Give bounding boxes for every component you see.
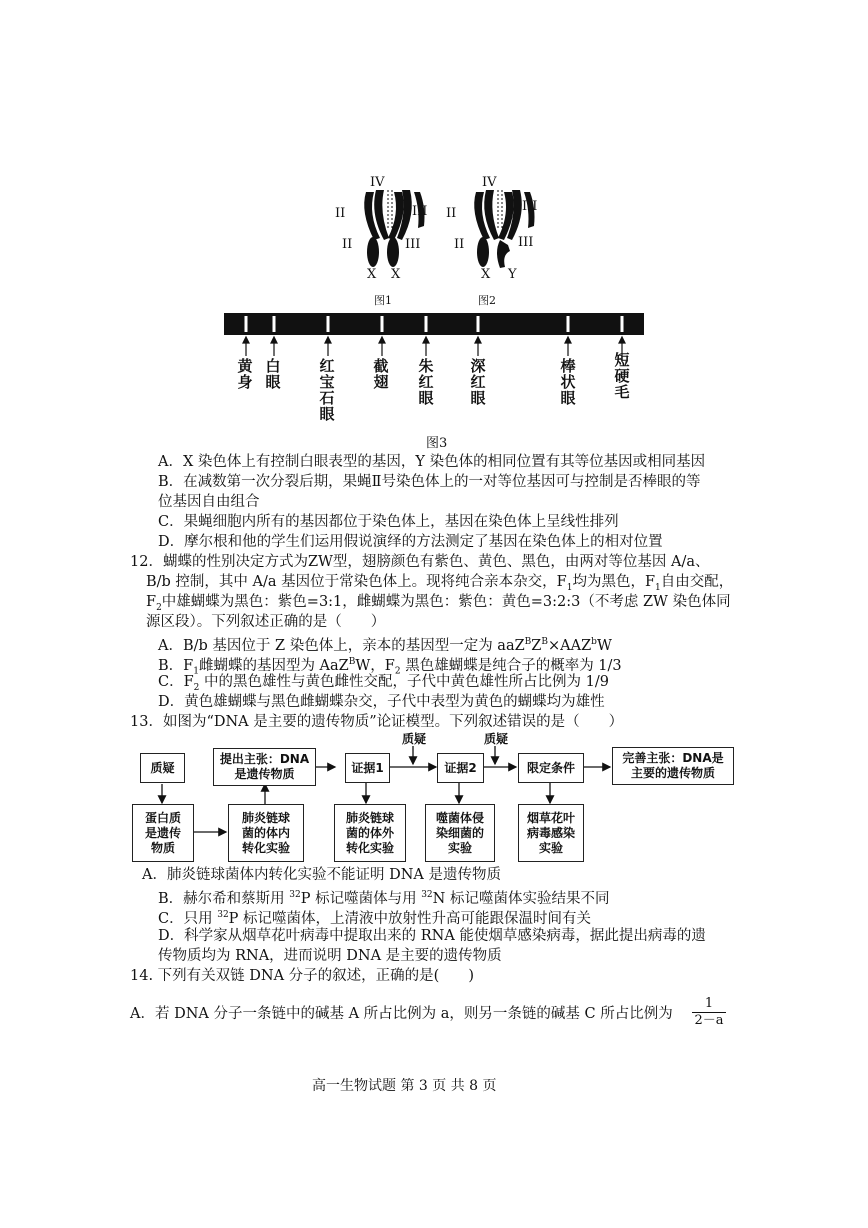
label-iv-1: IV	[370, 175, 385, 190]
q11-option-a: A．X 染色体上有控制白眼表型的基因，Y 染色体的相同位置有其等位基因或相同基因	[158, 454, 706, 470]
gene-shenhongyan: 深红眼	[470, 357, 486, 407]
gene-hongbaoshiyan: 红宝石眼	[319, 357, 335, 423]
q12-stem-line1: 12．蝴蝶的性别决定方式为ZW型，翅膀颜色有紫色、黄色、黑色，由两对等位基因 A/a、	[130, 554, 710, 570]
q13-option-d: D．科学家从烟草花叶病毒中提取出来的 RNA 能使烟草感染病毒，据此提出病毒的遗	[158, 928, 706, 944]
gene-duanyingmao: 短硬毛	[614, 351, 630, 401]
flow-tiwai-box: 肺炎链球 菌的体外 转化实验	[334, 804, 406, 862]
q14-stem: 14. 下列有关双链 DNA 分子的叙述，正确的是( )	[130, 968, 474, 984]
label-ii-2a: II	[446, 206, 457, 221]
page-footer: 高一生物试题 第 3 页 共 8 页	[312, 1078, 497, 1094]
label-ii-2b: II	[454, 237, 465, 252]
q12-stem-line4: 源区段）。下列叙述正确的是（ ）	[146, 614, 386, 630]
q12-option-c: C．$F_2$ 中的黑色雄性与黄色雌性交配，子代中黄色雄性所占比例为 1/9	[158, 674, 609, 693]
flow-zhiyi-top1: 质疑	[402, 732, 427, 746]
label-iv-2: IV	[482, 175, 497, 190]
label-ii-1b: II	[342, 237, 353, 252]
label-ii-1a: II	[335, 206, 346, 221]
label-iii-2a: III	[522, 199, 538, 214]
flow-zhengju1-box: 证据1	[345, 753, 390, 783]
sex-chrom-2b: Y	[508, 267, 517, 282]
sex-chrom-2a: X	[481, 267, 491, 282]
q13-option-d-cont: 传物质均为 RNA，进而说明 DNA 是主要的遗传物质	[158, 948, 502, 964]
q12-option-d: D．黄色雄蝴蝶与黑色雌蝴蝶杂交，子代中表型为黄色的蝴蝶均为雄性	[158, 694, 605, 710]
gene-huangshen: 黄身	[237, 357, 253, 391]
q13-option-b: B．赫尔希和蔡斯用 $^{32}$P 标记噬菌体与用 $^{32}$N 标记噬菌体实验结果不同	[158, 890, 610, 907]
flow-shijun-box: 噬菌体侵 染细菌的 实验	[425, 804, 495, 862]
flow-tinei-box: 肺炎链球 菌的体内 转化实验	[228, 804, 304, 862]
label-iii-1a: III	[412, 204, 428, 219]
fraction-denominator: 2－a	[694, 1013, 724, 1028]
q12-stem-line3: $F_2$中雄蝴蝶为黑色：紫色=3:1，雌蝴蝶为黑色：紫色：黄色=3:2:3（不考虑 ZW 染色体同	[146, 594, 731, 613]
flow-zhengju2-box: 证据2	[437, 753, 484, 783]
fig2-caption: 图2	[478, 294, 496, 307]
flow-zhiyi-box: 质疑	[140, 753, 185, 783]
q12-stem-line2: B/b 控制，其中 A/a 基因位于常染色体上。现将纯合亲本杂交，$F_1$均为黑色，$F_1$自由交配，	[146, 574, 734, 593]
fraction-numerator: 1	[692, 996, 726, 1013]
fig3-caption: 图3	[426, 436, 448, 451]
q11-option-b-cont: 位基因自由组合	[158, 494, 260, 510]
flow-wanshan-box: 完善主张：DNA是 主要的遗传物质	[612, 747, 734, 785]
q11-option-c: C．果蝇细胞内所有的基因都位于染色体上，基因在染色体上呈线性排列	[158, 514, 619, 530]
gene-baiyan: 白眼	[265, 357, 281, 391]
gene-bangzhuangyan: 棒状眼	[560, 357, 576, 407]
flow-tichu-box: 提出主张：DNA 是遗传物质	[213, 748, 316, 786]
q11-option-b: B．在减数第一次分裂后期，果蝇Ⅱ号染色体上的一对等位基因可与控制是否棒眼的等	[158, 474, 701, 490]
gene-jiechi: 截翅	[373, 357, 389, 391]
q13-option-a: A．肺炎链球菌体内转化实验不能证明 DNA 是遗传物质	[142, 867, 501, 883]
sex-chrom-1a: X	[367, 267, 377, 282]
gene-zhuhongyan: 朱红眼	[418, 357, 434, 407]
fig1-caption: 图1	[374, 294, 392, 307]
label-iii-1b: III	[405, 237, 421, 252]
sex-chrom-1b: X	[391, 267, 401, 282]
label-iii-2b: III	[518, 235, 534, 250]
q14-option-a: A．若 DNA 分子一条链中的碱基 A 所占比例为 a，则另一条链的碱基 C 所占比例为	[130, 1006, 673, 1022]
flow-danbai-box: 蛋白质 是遗传 物质	[132, 804, 194, 862]
q14-fraction	[692, 996, 726, 1029]
q11-option-d: D．摩尔根和他的学生们运用假说演绎的方法测定了基因在染色体上的相对位置	[158, 534, 663, 550]
q13-stem: 13．如图为“DNA 是主要的遗传物质”论证模型。下列叙述错误的是（ ）	[130, 714, 624, 730]
flow-xianding-box: 限定条件	[518, 753, 584, 783]
flow-yancao-box: 烟草花叶 病毒感染 实验	[518, 804, 584, 862]
q12-option-a: A．B/b 基因位于 Z 染色体上，亲本的基因型一定为 $aaZ^BZ^B\times AAZ^bW$	[158, 637, 612, 654]
q12-option-b: B．$F_1$雌蝴蝶的基因型为 AaZ$^B$W，$F_2$ 黑色雄蝴蝶是纯合子的概率为 1/3	[158, 657, 622, 677]
q13-option-c: C．只用 $^{32}$P 标记噬菌体，上清液中放射性升高可能跟保温时间有关	[158, 910, 592, 927]
flow-zhiyi-top2: 质疑	[484, 732, 509, 746]
